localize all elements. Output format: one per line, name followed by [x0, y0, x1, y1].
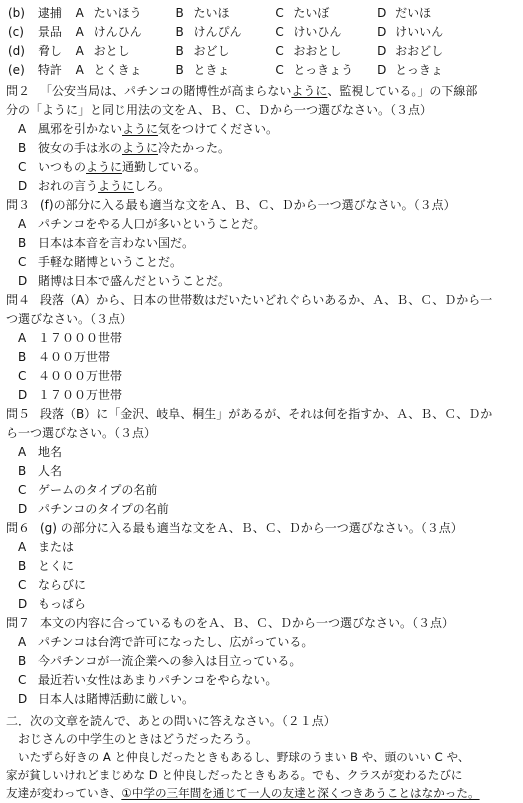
q7-choice-c — [18, 671, 277, 690]
option-reading: けいひん — [293, 25, 342, 39]
choice-text: 手軽な賭博ということだ。 — [38, 255, 183, 269]
q6-choice-c — [18, 576, 86, 595]
q6-choice-d — [18, 595, 86, 614]
q4-text: 段落（A）から、日本の世帯数はだいたいどれぐらいあるか、Ａ、Ｂ、Ｃ、Ｄから一 — [40, 293, 493, 307]
q2-choice-b — [18, 139, 230, 158]
choice-letter: D — [18, 692, 28, 706]
kanji-word: 逮捕 — [37, 6, 62, 20]
choice-text: 日本人は賭博活動に厳しい。 — [38, 692, 195, 706]
kanji-word: 景品 — [37, 25, 62, 39]
reading-row-d — [8, 42, 443, 61]
choice-text: 冷たかった。 — [158, 141, 231, 155]
q3-text: (f)の部分に入る最も適当な文をＡ、Ｂ、Ｃ、Ｄから一つ選びなさい。（３点） — [40, 198, 456, 212]
q5-choice-d — [18, 500, 169, 519]
choice-letter: C — [18, 369, 27, 383]
q2-choice-a — [18, 120, 278, 139]
choice-letter: B — [18, 236, 27, 250]
q7-line1 — [6, 614, 454, 633]
choice-text: 賭博は日本で盛んだということだ。 — [38, 274, 231, 288]
option-reading: けんひん — [93, 25, 142, 39]
q2-heading: 問２ — [6, 84, 31, 98]
q4-choice-b — [18, 348, 110, 367]
q3-heading: 問３ — [6, 198, 31, 212]
choice-letter: A — [18, 635, 27, 649]
choice-text: １７０００世帯 — [38, 331, 123, 345]
option-letter: D — [377, 25, 387, 39]
option-reading: たいほう — [93, 6, 142, 20]
choice-letter: D — [18, 388, 28, 402]
choice-letter: C — [18, 578, 27, 592]
option-reading: たいほ — [193, 6, 230, 20]
passage-line — [6, 784, 480, 803]
q3-choice-c — [18, 253, 182, 272]
option-reading: おおどし — [395, 44, 444, 58]
choice-text: 地名 — [38, 445, 63, 459]
option-reading: けんぴん — [193, 25, 242, 39]
choice-letter: B — [18, 654, 27, 668]
choice-text: 風邪を引かない — [38, 122, 123, 136]
choice-letter: C — [18, 160, 27, 174]
q7-choice-d — [18, 690, 194, 709]
choice-letter: A — [18, 445, 27, 459]
choice-letter: A — [18, 331, 27, 345]
passage-text: 友達が変わっていき、 — [6, 786, 122, 800]
q6-text: (g) の部分に入る最も適当な文をＡ、Ｂ、Ｃ、Ｄから一つ選びなさい。（３点） — [40, 521, 463, 535]
choice-text: 今パチンコが一流企業への参入は目立っている。 — [38, 654, 302, 668]
choice-text: 気をつけてください。 — [158, 122, 279, 136]
kanji-word: 特許 — [37, 63, 62, 77]
option-letter: A — [75, 44, 84, 58]
q4-heading: 問４ — [6, 293, 31, 307]
q7-text: 本文の内容に合っているものをＡ、Ｂ、Ｃ、Ｄから一つ選びなさい。（３点） — [40, 616, 455, 630]
underlined-passage: ①中学の三年間を通じて一人の友達と深くつきあうことはなかった。 — [121, 786, 480, 800]
choice-text: または — [38, 540, 75, 554]
option-letter: B — [175, 25, 184, 39]
option-letter: A — [75, 25, 84, 39]
choice-text: 日本は本音を言わない国だ。 — [38, 236, 195, 250]
choice-letter: B — [18, 350, 27, 364]
choice-text: １７００万世帯 — [38, 388, 123, 402]
choice-text: もっぱら — [38, 597, 87, 611]
choice-text: おれの言う — [38, 179, 99, 193]
q2-line1 — [6, 82, 477, 101]
q6-line1 — [6, 519, 463, 538]
option-reading: おおとし — [293, 44, 342, 58]
choice-text: とくに — [38, 559, 75, 573]
option-letter: B — [175, 44, 184, 58]
q7-heading: 問７ — [6, 616, 31, 630]
item-label: (c) — [8, 25, 24, 39]
option-reading: ときょ — [193, 63, 230, 77]
passage-line: いたずら好きの A と仲良しだったときもあるし、野球のうまい B や、頭のいい C や、 — [18, 750, 470, 764]
option-reading: たいぼ — [293, 6, 330, 20]
passage-line: 家が貧しいけれどまじめな D と仲良しだったときもある。でも、クラスが変わるたびに — [6, 768, 463, 782]
choice-letter: D — [18, 274, 28, 288]
option-letter: D — [377, 6, 387, 20]
choice-letter: B — [18, 141, 27, 155]
option-letter: A — [75, 6, 84, 20]
option-letter: B — [175, 63, 184, 77]
choice-text: パチンコをやる人口が多いということだ。 — [38, 217, 266, 231]
choice-letter: A — [18, 217, 27, 231]
q4-choice-a — [18, 329, 122, 348]
choice-letter: D — [18, 179, 28, 193]
q4-choice-c — [18, 367, 122, 386]
choice-letter: D — [18, 502, 28, 516]
q6-choice-b — [18, 557, 74, 576]
option-letter: D — [377, 63, 387, 77]
choice-letter: C — [18, 673, 27, 687]
choice-text: 最近若い女性はあまりパチンコをやらない。 — [38, 673, 278, 687]
q5-choice-a — [18, 443, 62, 462]
option-letter: A — [75, 63, 84, 77]
choice-text: パチンコのタイプの名前 — [38, 502, 169, 516]
choice-text: パチンコは台湾で許可になったし、広がっている。 — [38, 635, 314, 649]
q3-line1 — [6, 196, 456, 215]
reading-row-b — [8, 4, 431, 23]
option-reading: とっきょう — [293, 63, 354, 77]
choice-letter: C — [18, 483, 27, 497]
choice-text: ４００万世帯 — [38, 350, 111, 364]
option-letter: D — [377, 44, 387, 58]
choice-text: いつもの — [38, 160, 87, 174]
q5-text: 段落（B）に「金沢、岐阜、桐生」があるが、それは何を指すか、Ａ、Ｂ、Ｃ、Ｄか — [40, 407, 493, 421]
option-reading: とくきょ — [93, 63, 142, 77]
q2-text: 「公安当局は、パチンコの賭博性が高まらない — [40, 84, 292, 98]
choice-text: ４０００万世帯 — [38, 369, 123, 383]
choice-underlined: ように — [122, 141, 159, 155]
q2-choice-d — [18, 177, 170, 196]
choice-text: 彼女の手は氷の — [38, 141, 123, 155]
choice-letter: C — [18, 255, 27, 269]
item-label: (b) — [8, 6, 25, 20]
choice-text: 通勤している。 — [122, 160, 207, 174]
q3-choice-b — [18, 234, 194, 253]
option-reading: おどし — [193, 44, 230, 58]
reading-row-e — [8, 61, 443, 80]
q4-line2: つ選びなさい。（３点） — [6, 312, 133, 326]
choice-letter: B — [18, 464, 27, 478]
item-label: (d) — [8, 44, 25, 58]
q2-choice-c — [18, 158, 206, 177]
q3-choice-d — [18, 272, 230, 291]
choice-letter: A — [18, 122, 27, 136]
choice-text: ゲームのタイプの名前 — [38, 483, 158, 497]
passage-line: おじさんの中学生のときはどうだったろう。 — [18, 732, 259, 746]
q4-line1 — [6, 291, 492, 310]
q2-text: 、監視している。」の下線部 — [327, 84, 478, 98]
q4-choice-d — [18, 386, 122, 405]
choice-letter: A — [18, 540, 27, 554]
q6-choice-a — [18, 538, 74, 557]
kanji-word: 脅し — [37, 44, 62, 58]
choice-text: ならびに — [38, 578, 87, 592]
reading-row-c — [8, 23, 443, 42]
q6-heading: 問６ — [6, 521, 31, 535]
item-label: (e) — [8, 63, 25, 77]
q2-underlined: ように — [291, 84, 328, 98]
choice-letter: D — [18, 597, 28, 611]
q3-choice-a — [18, 215, 265, 234]
q2-line2: 分の「ように」と同じ用法の文をＡ、Ｂ、Ｃ、Ｄから一つ選びなさい。（３点） — [6, 103, 433, 117]
option-reading: だいほ — [395, 6, 432, 20]
option-reading: とっきょ — [395, 63, 443, 77]
choice-underlined: ように — [86, 160, 123, 174]
section2-title: 二．次の文章を読んで、あとの問いに答えなさい。（２１点） — [6, 714, 336, 728]
q7-choice-b — [18, 652, 301, 671]
option-reading: けいいん — [395, 25, 444, 39]
q5-choice-b — [18, 462, 62, 481]
choice-letter: B — [18, 559, 27, 573]
q5-heading: 問５ — [6, 407, 31, 421]
choice-text: しろ。 — [134, 179, 171, 193]
q5-line1 — [6, 405, 492, 424]
choice-underlined: ように — [98, 179, 135, 193]
option-letter: C — [275, 63, 284, 77]
choice-text: 人名 — [38, 464, 63, 478]
q7-choice-a — [18, 633, 313, 652]
q5-line2: ら一つ選びなさい。（３点） — [6, 426, 157, 440]
option-letter: C — [275, 44, 284, 58]
option-letter: C — [275, 25, 284, 39]
choice-underlined: ように — [122, 122, 159, 136]
option-reading: おとし — [93, 44, 130, 58]
option-letter: B — [175, 6, 184, 20]
option-letter: C — [275, 6, 284, 20]
q5-choice-c — [18, 481, 157, 500]
